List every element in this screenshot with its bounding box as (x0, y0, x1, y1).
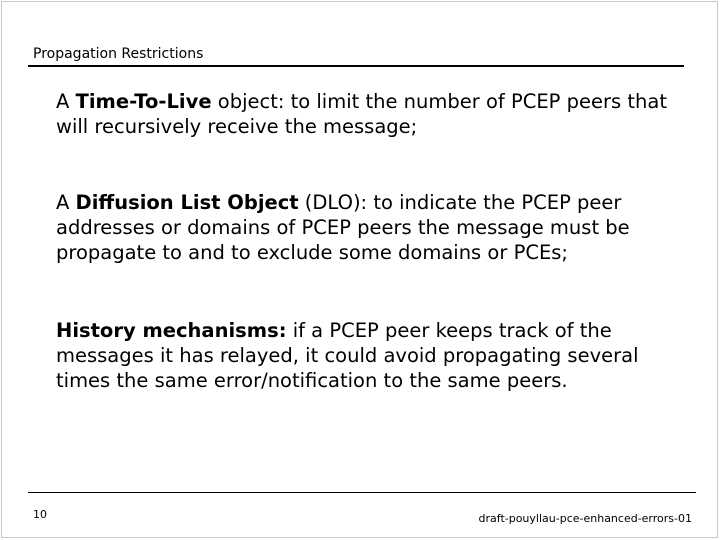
slide-frame (1, 1, 718, 538)
paragraph-history-mechanisms (56, 318, 696, 393)
paragraph-lead: A (56, 191, 76, 214)
title-divider (28, 65, 684, 67)
footer-divider (28, 492, 696, 493)
paragraph-term: Diffusion List Object (75, 191, 299, 214)
document-id: draft-pouyllau-pce-enhanced-errors-01 (478, 512, 692, 525)
paragraph-term: History mechanisms: (56, 319, 287, 342)
paragraph-lead: A (56, 90, 76, 113)
slide-title: Propagation Restrictions (33, 46, 204, 62)
paragraph-body: if a PCEP peer keeps track of the messages it has relayed, it could avoid propagating several times the same error/notification to the same peers. (56, 319, 639, 392)
paragraph-term: Time-To-Live (75, 90, 212, 113)
page-number: 10 (33, 508, 47, 521)
paragraph-diffusion-list-object (56, 190, 696, 265)
paragraph-body: object: to limit the number of PCEP peers that will recursively receive the message; (56, 90, 667, 138)
paragraph-body: (DLO): to indicate the PCEP peer addresses or domains of PCEP peers the message must be propagate to and to exclude some domains or PCEs; (56, 191, 630, 264)
paragraph-time-to-live (56, 89, 696, 139)
